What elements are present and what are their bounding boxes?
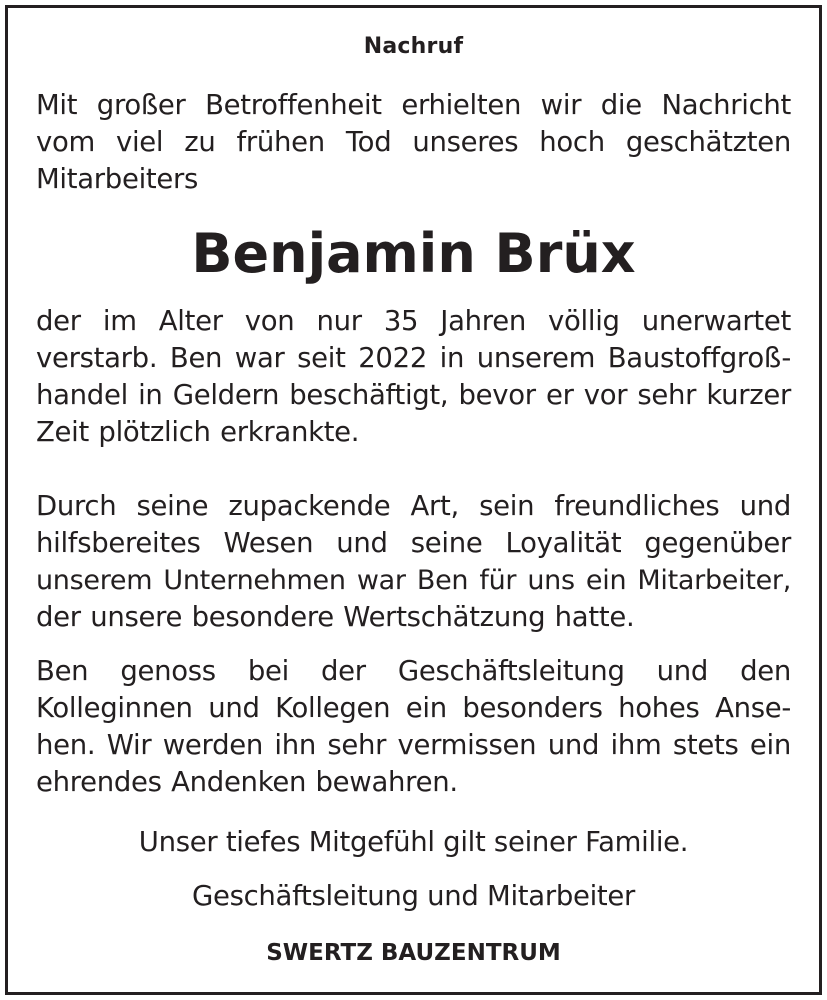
character-line-3: unserem Unternehmen war Ben für uns ein Mitarbeiter, <box>36 565 791 596</box>
details-line-4: Zeit plötzlich erkrankte. <box>36 416 360 448</box>
company-name: SWERTZ BAUZENTRUM <box>266 940 561 966</box>
character-line-4: der unsere besondere Wertschätzung hatte. <box>36 601 635 633</box>
intro-line-3: Mitarbeiters <box>36 163 199 195</box>
deceased-name: Benjamin Brüx <box>191 222 636 285</box>
esteem-line-4: ehrendes Andenken bewahren. <box>36 766 458 798</box>
condolence-line: Unser tiefes Mitgefühl gilt seiner Familie. <box>138 826 689 858</box>
esteem-paragraph <box>36 653 791 801</box>
details-paragraph <box>36 303 791 451</box>
details-line-1: der im Alter von nur 35 Jahren völlig unerwartet <box>36 305 791 337</box>
intro-line-1: Mit großer Betroffenheit erhielten wir die Nachricht <box>36 89 791 121</box>
character-line-1: Durch seine zupackende Art, sein freundliches und <box>36 490 791 522</box>
notice-heading: Nachruf <box>363 34 464 59</box>
intro-paragraph <box>36 87 791 198</box>
signers-line: Geschäftsleitung und Mitarbeiter <box>191 880 636 912</box>
esteem-line-2: Kolleginnen und Kollegen ein besonders hohes Anse- <box>36 692 791 724</box>
character-paragraph <box>36 488 791 636</box>
esteem-line-3: hen. Wir werden ihn sehr vermissen und ihm stets ein <box>36 729 791 761</box>
character-line-2: hilfsbereites Wesen und seine Loyalität gegenüber <box>36 527 791 559</box>
intro-line-2: vom viel zu frühen Tod unseres hoch geschätzten <box>36 126 791 158</box>
details-line-3: handel in Geldern beschäftigt, bevor er vor sehr kurzer <box>36 379 791 411</box>
details-line-2: verstarb. Ben war seit 2022 in unserem Baustoffgroß- <box>36 342 791 374</box>
esteem-line-1: Ben genoss bei der Geschäftsleitung und den <box>36 655 791 687</box>
